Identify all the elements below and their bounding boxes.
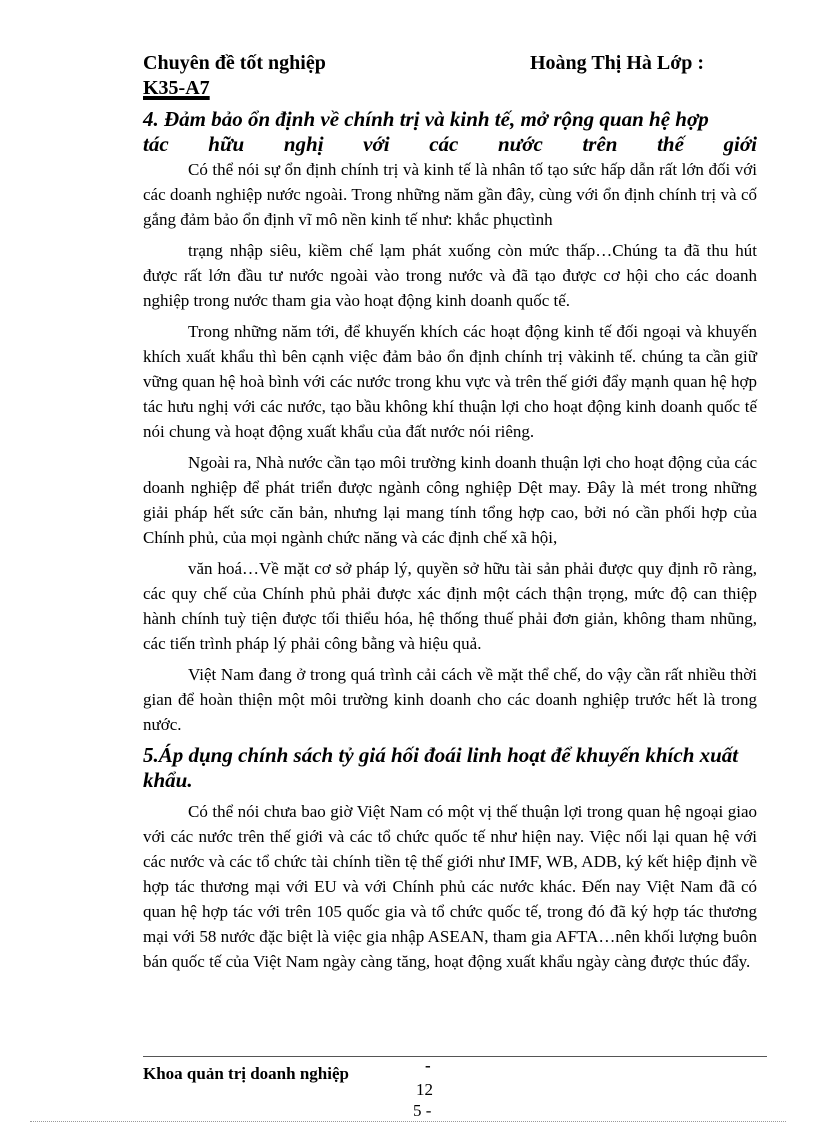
page-header: [143, 52, 733, 100]
section-4-paragraph-1-continued: trạng nhập siêu, kiềm chế lạm phát xuống còn mức thấp…Chúng ta đã thu hút được rất lớn đầu tư nước ngoài vào trong nước và đã tạo được cơ hội cho các doanh nghiệp trong nước tham gia vào hoạt động kinh doanh quốc tế.: [143, 241, 757, 310]
section-4-paragraph-1: Có thể nói sự ổn định chính trị và kinh tế là nhân tố tạo sức hấp dẫn rất lớn đối với các doanh nghiệp nước ngoài. Trong những năm gần đây, cùng với ổn định chính trị và cố gắng đảm bảo ổn định vĩ mô nền kinh tế như: khắc phụctình: [143, 160, 757, 229]
section-5-paragraph-1: Có thể nói chưa bao giờ Việt Nam có một vị thế thuận lợi trong quan hệ ngoại giao với các nước trên thế giới và các tổ chức quốc tế như hiện nay. Việc nối lại quan hệ với các nước và các tổ chức tài chính tiền tệ thế giới như IMF, WB, ADB, ký kết hiệp định về hợp tác thương mại với EU và với Chính phủ các nước khác. Đến nay Việt Nam đã có quan hệ hợp tác với trên 105 quốc gia và tổ chức quốc tế, trong đó đã ký hợp tác thương mại với 58 nước đặc biệt là việc gia nhập ASEAN, tham gia AFTA…nên khối lượng buôn bán quốc tế của Việt Nam ngày càng tăng, hoạt động xuất khẩu ngày càng được thúc đẩy.: [143, 802, 757, 971]
section-4-paragraph-3: Ngoài ra, Nhà nước cần tạo môi trường kinh doanh thuận lợi cho hoạt động của các doanh nghiệp để phát triển được ngành công nghiệp Dệt may. Đây là mét trong những giải pháp hết sức căn bản, nhưng lại mang tính tổng hợp cao, bởi nó cần phối hợp của Chính phủ, của mọi ngành chức năng và các định chế xã hội,: [143, 453, 757, 547]
section-4-paragraph-2: Trong những năm tới, để khuyến khích các hoạt động kinh tế đối ngoại và khuyến khích xuất khẩu thì bên cạnh việc đảm bảo ổn định chính trị vàkinh tế. chúng ta cần giữ vững quan hệ hoà bình với các nước trong khu vực và trên thế giới đẩy mạnh quan hệ hợp tác hưu nghị với các nước, tạo bầu không khí thuận lợi cho hoạt động kinh doanh quốc tế nói chung và hoạt động xuất khẩu của đất nước nói riêng.: [143, 322, 757, 441]
page-bottom-dotted-line: [30, 1121, 786, 1122]
section-5-title: 5.Áp dụng chính sách tỷ giá hối đoái linh hoạt để khuyến khích xuất khẩu.: [143, 743, 739, 792]
footer-page-number: 5 -: [413, 1101, 432, 1120]
section-4-paragraph-4: Việt Nam đang ở trong quá trình cải cách về mặt thể chế, do vậy cần rất nhiều thời gian để hoàn thiện một môi trường kinh doanh cho các doanh nghiệp trước hết là trong nước.: [143, 665, 757, 734]
header-document-type: Chuyên đề tốt nghiệp: [143, 52, 326, 74]
section-4-paragraph-3-continued: văn hoá…Về mặt cơ sở pháp lý, quyền sở hữu tài sản phải được quy định rõ ràng, các quy chế của Chính phủ phải được xác định một cách thận trọng, mức độ can thiệp hành chính tuỳ tiện được tối thiểu hóa, hệ thống thuế phải đơn giản, không tham nhũng, các tiến trình pháp lý phải công bằng và hiệu quả.: [143, 559, 757, 653]
document-body: [143, 107, 757, 974]
footer-number: 12: [416, 1080, 433, 1099]
footer-divider: [143, 1056, 767, 1057]
header-class: K35-A7: [143, 77, 210, 99]
footer-dash: -: [425, 1056, 431, 1075]
footer-faculty: Khoa quản trị doanh nghiệp: [143, 1064, 349, 1083]
section-4-title-line-2: tác hữu nghị với các nước trên thế giới: [143, 132, 757, 156]
header-author: Hoàng Thị Hà Lớp :: [530, 52, 705, 74]
section-4-title-line-1: 4. Đảm bảo ổn định về chính trị và kinh tế, mở rộng quan hệ hợp: [143, 107, 709, 131]
